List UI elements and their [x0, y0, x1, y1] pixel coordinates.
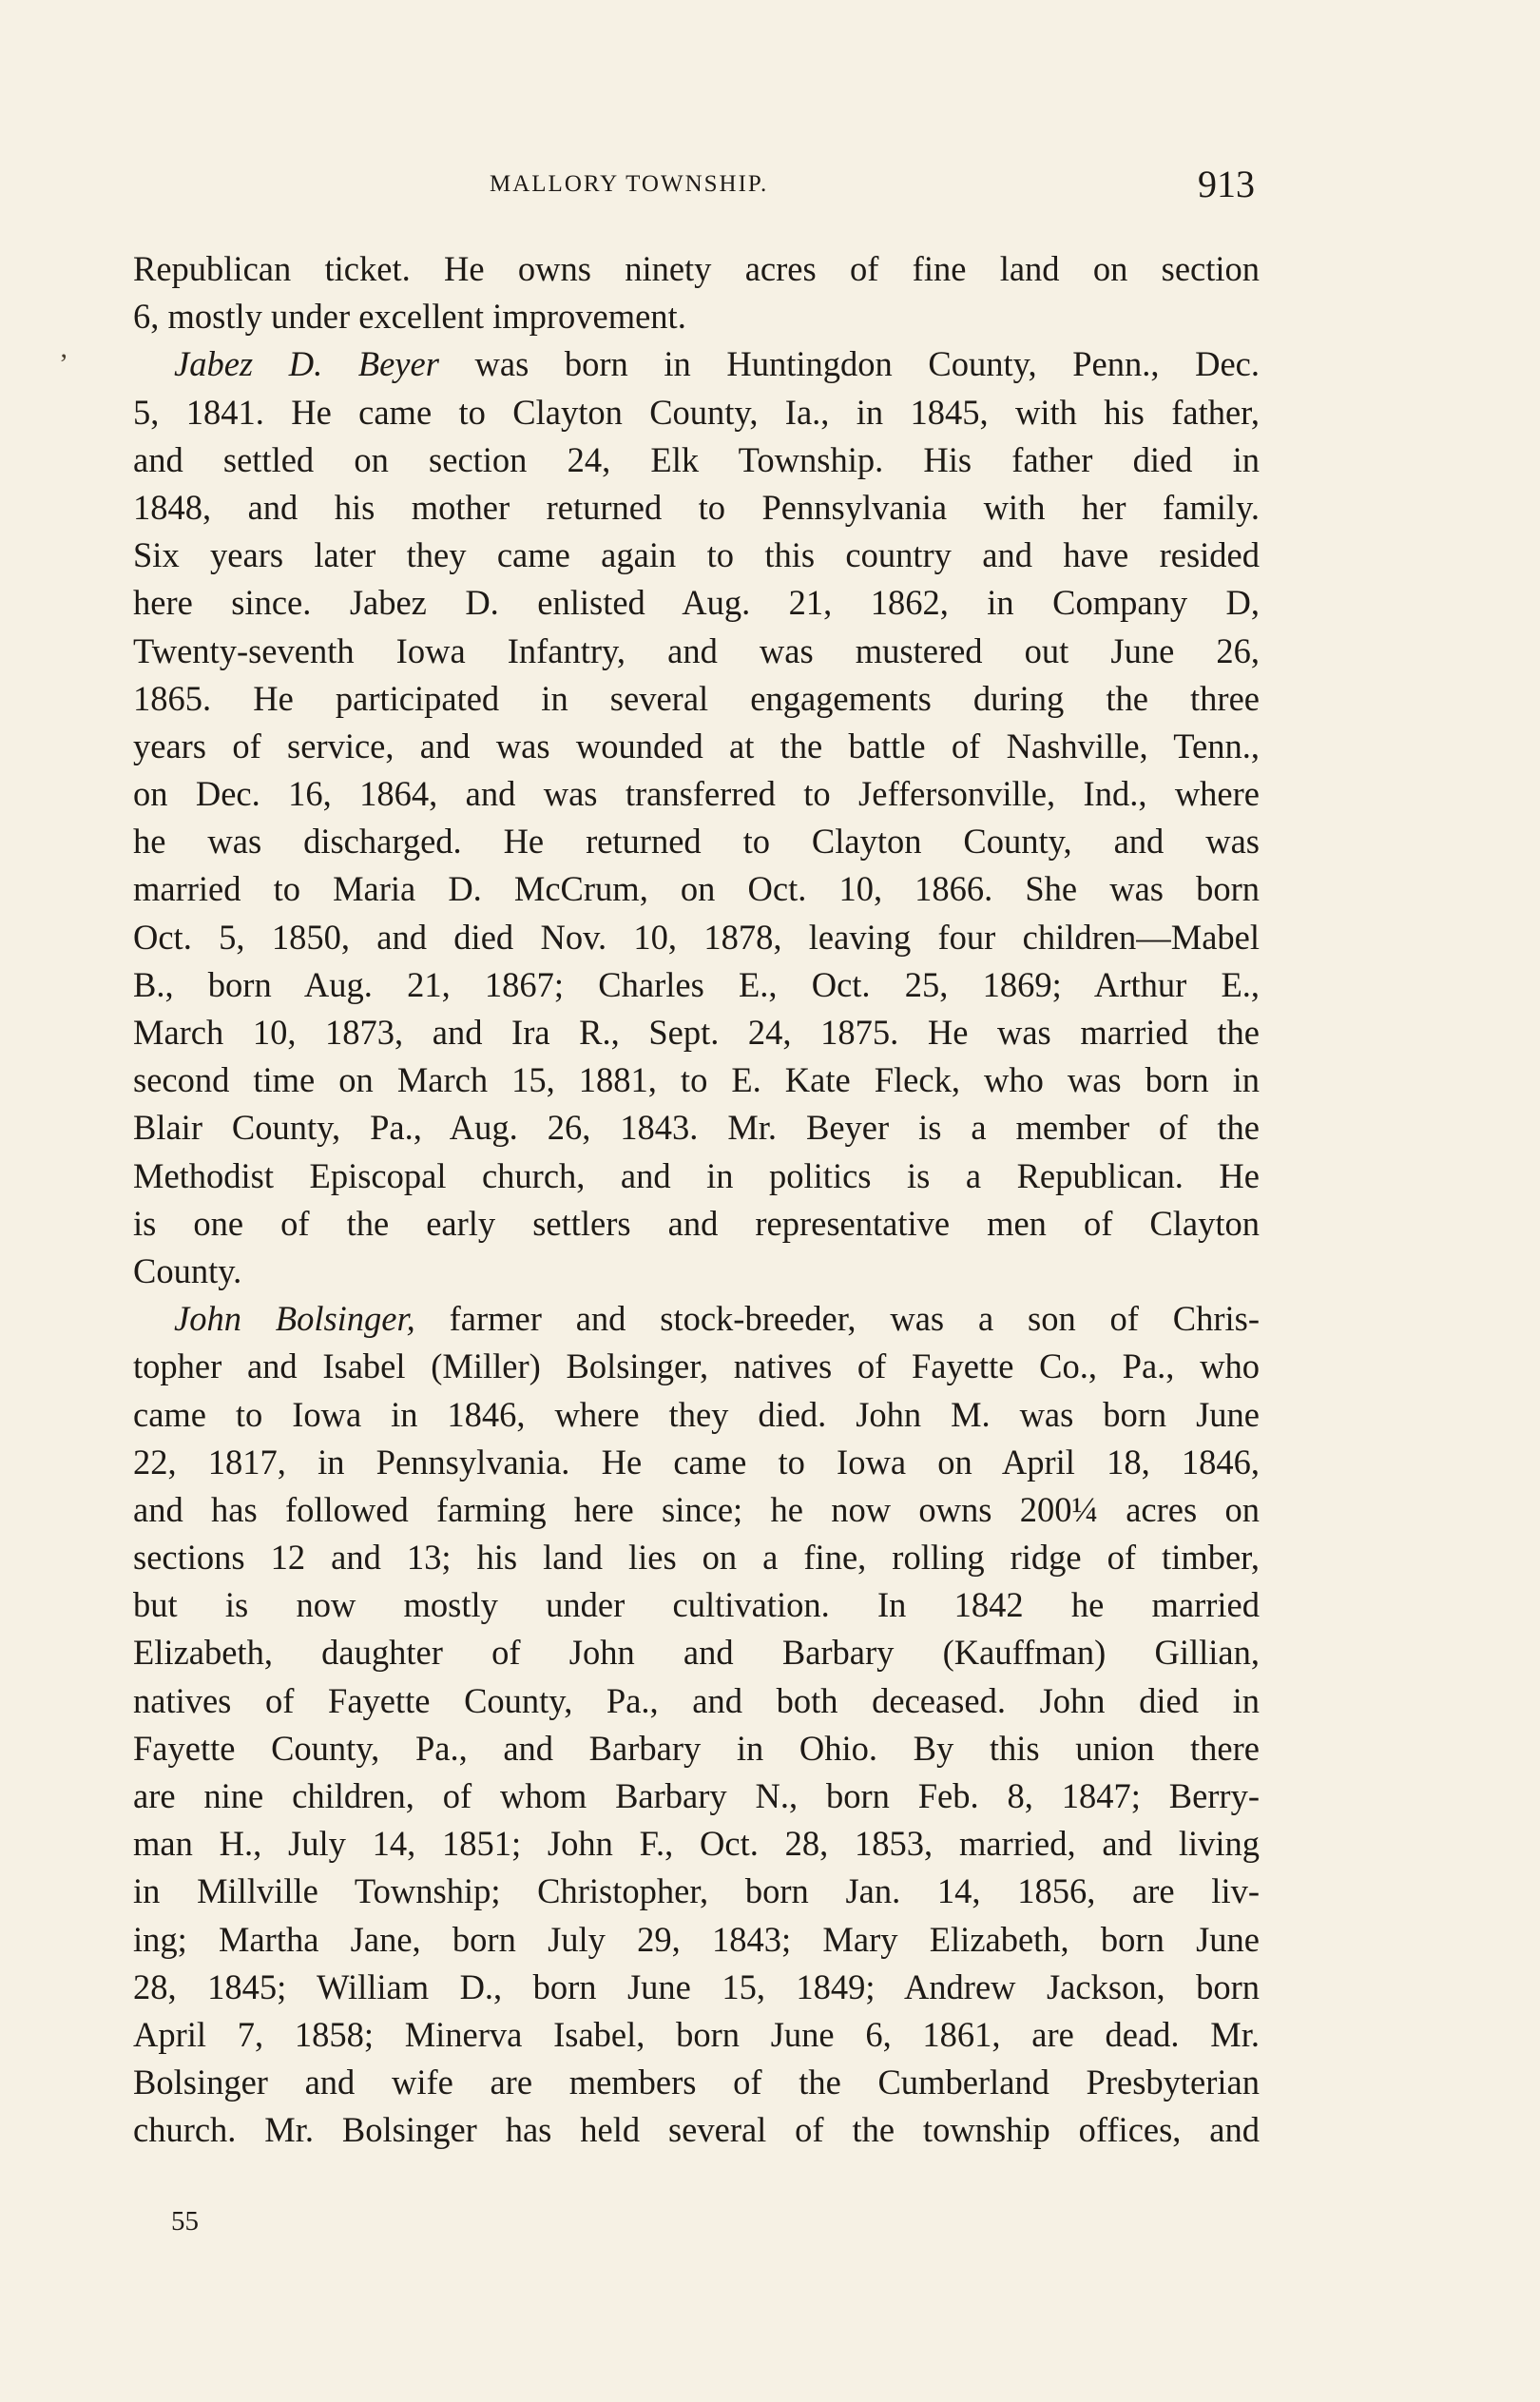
text-line: second time on March 15, 1881, to E. Kate Fleck, who was born in — [133, 1060, 1260, 1100]
text-line: natives of Fayette County, Pa., and both deceased. John died in — [133, 1680, 1260, 1720]
text-line: Methodist Episcopal church, and in politics is a Republican. He — [133, 1155, 1260, 1195]
text-line: Oct. 5, 1850, and died Nov. 10, 1878, leaving four children—Mabel — [133, 917, 1260, 957]
text-line: County. — [133, 1250, 242, 1290]
running-head: MALLORY TOWNSHIP. — [490, 171, 769, 197]
text-line: is one of the early settlers and representative men of Clayton — [133, 1203, 1260, 1243]
text-line: topher and Isabel (Miller) Bolsinger, natives of Fayette Co., Pa., who — [133, 1346, 1260, 1386]
margin-mark: ’ — [59, 348, 68, 379]
text-line — [133, 1295, 1260, 1343]
text-line: 22, 1817, in Pennsylvania. He came to Iowa on April 18, 1846, — [133, 1442, 1260, 1482]
text-line: 1848, and his mother returned to Pennsylvania with her family. — [133, 487, 1260, 527]
text-line: March 10, 1873, and Ira R., Sept. 24, 1875. He was married the — [133, 1013, 1260, 1052]
text-fragment: farmer and stock-breeder, was a son of Chris- — [449, 1299, 1261, 1339]
text-line: 28, 1845; William D., born June 15, 1849; Andrew Jackson, born — [133, 1966, 1260, 2006]
text-line: 5, 1841. He came to Clayton County, Ia., in 1845, with his father, — [133, 392, 1260, 432]
person-name: John Bolsinger, — [174, 1299, 415, 1339]
text-line: ing; Martha Jane, born July 29, 1843; Mary Elizabeth, born June — [133, 1919, 1260, 1959]
text-line: on Dec. 16, 1864, and was transferred to Jeffersonville, Ind., where — [133, 774, 1260, 814]
text-line: B., born Aug. 21, 1867; Charles E., Oct. 25, 1869; Arthur E., — [133, 964, 1260, 1004]
text-line: but is now mostly under cultivation. In 1842 he married — [133, 1585, 1260, 1625]
text-line: sections 12 and 13; his land lies on a fine, rolling ridge of timber, — [133, 1538, 1260, 1578]
text-line: he was discharged. He returned to Clayton County, and was — [133, 822, 1260, 862]
text-line: Bolsinger and wife are members of the Cumberland Presbyterian — [133, 2063, 1260, 2102]
text-fragment: was born in Huntingdon County, Penn., Dec. — [474, 344, 1260, 384]
text-line: 6, mostly under excellent improvement. — [133, 297, 686, 337]
text-line: Six years later they came again to this country and have resided — [133, 535, 1260, 575]
text-line: Elizabeth, daughter of John and Barbary (Kauffman) Gillian, — [133, 1633, 1260, 1673]
text-line: here since. Jabez D. enlisted Aug. 21, 1862, in Company D, — [133, 583, 1260, 623]
signature-mark: 55 — [171, 2206, 199, 2237]
text-line: in Millville Township; Christopher, born Jan. 14, 1856, are liv- — [133, 1871, 1260, 1911]
page-number: 913 — [1198, 163, 1255, 205]
text-line: 1865. He participated in several engagements during the three — [133, 678, 1260, 718]
text-line: church. Mr. Bolsinger has held several of the township offices, and — [133, 2110, 1260, 2150]
text-line: and settled on section 24, Elk Township. His father died in — [133, 439, 1260, 479]
text-line: Republican ticket. He owns ninety acres of fine land on section — [133, 249, 1260, 288]
person-name: Jabez D. Beyer — [174, 344, 439, 384]
text-line: Twenty-seventh Iowa Infantry, and was mustered out June 26, — [133, 630, 1260, 670]
body-text — [133, 245, 1260, 2155]
text-line: and has followed farming here since; he now owns 200¼ acres on — [133, 1489, 1260, 1529]
text-line — [133, 340, 1260, 388]
text-line: came to Iowa in 1846, where they died. John M. was born June — [133, 1394, 1260, 1434]
text-line: man H., July 14, 1851; John F., Oct. 28, 1853, married, and living — [133, 1824, 1260, 1864]
text-line: Blair County, Pa., Aug. 26, 1843. Mr. Beyer is a member of the — [133, 1108, 1260, 1148]
text-line: years of service, and was wounded at the battle of Nashville, Tenn., — [133, 726, 1260, 765]
text-line: married to Maria D. McCrum, on Oct. 10, 1866. She was born — [133, 869, 1260, 909]
text-line: Fayette County, Pa., and Barbary in Ohio. By this union there — [133, 1728, 1260, 1768]
text-line: are nine children, of whom Barbary N., born Feb. 8, 1847; Berry- — [133, 1776, 1260, 1815]
text-line: April 7, 1858; Minerva Isabel, born June 6, 1861, are dead. Mr. — [133, 2014, 1260, 2054]
